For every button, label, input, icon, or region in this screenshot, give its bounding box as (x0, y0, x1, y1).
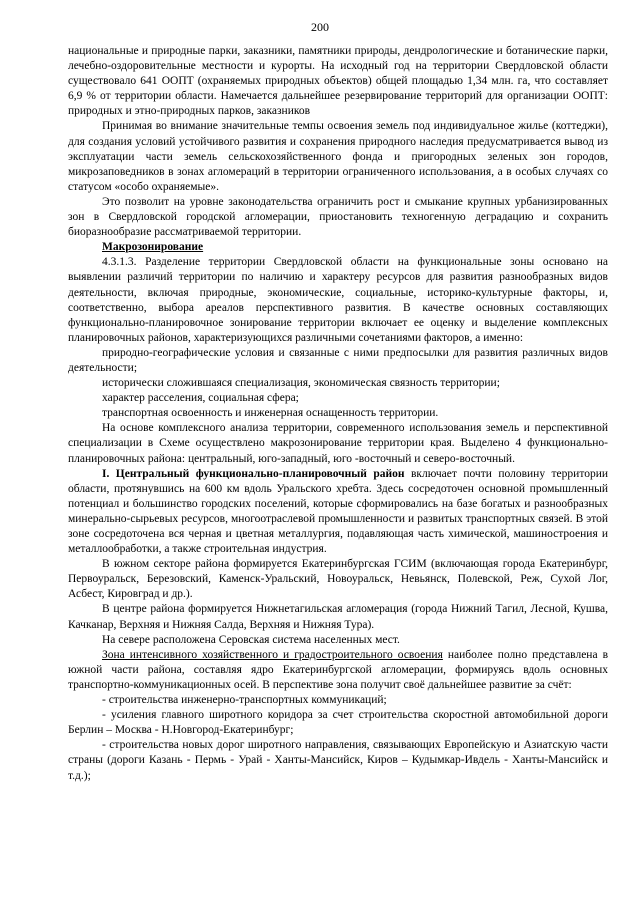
paragraph-land-development: Принимая во внимание значительные темпы освоения земель под индивидуальное жилье (коттеджи), для создания условий устойчивого развития и сохранения природного наследия предусматривается вывод из эксплуатации части земель сельскохозяйственного фонда и пригородных зеленых зон городов, микрозаповедников в зонах агломераций в территории ограниченного использования, а в особых случаях со статусом «особо охраняемые». (68, 120, 608, 193)
paragraph-north-sector: На севере расположена Серовская система населенных мест. (102, 633, 400, 646)
paragraph-zoning: 4.3.1.3. Разделение территории Свердловской области на функциональные зоны основано на выявлении различий территории по наличию и характеру ресурсов для развития разнообразных видов деятельности, включая природные, экономические, социальные, историко-культурные факторы, и, соответственно, выбора ареалов перспективного развития. В качестве основных составляющих функционально-планировочное зонирование территории включает ее оценку и выделение комплексных планировочных районов, характеризующихся различными сочетаниями факторов, а именно: (68, 256, 608, 344)
central-district-title: I. Центральный функционально-планировочный район (102, 467, 405, 480)
page-body (68, 44, 608, 784)
paragraph-protected-areas: национальные и природные парки, заказники, памятники природы, дендрологические и ботанические парки, лечебно-оздоровительные местности и курорты. На исходный год на территории Свердловской области существовало 641 ООПТ (охраняемых природных объектов) общей площадью 1,34 млн. га, что составляет 6,9 % от территории области. Намечается дальнейшее резервирование территорий для организации ООПТ: природных и этно-природных парков, заказников (68, 45, 608, 118)
intensive-zone-term: Зона интенсивного хозяйственного и градостроительного освоения (102, 648, 443, 661)
section-heading: Макрозонирование (102, 241, 204, 254)
list-item: характер расселения, социальная сфера; (102, 392, 299, 405)
paragraph-south-sector: В южном секторе района формируется Екатеринбургская ГСИМ (включающая города Екатеринбург, Первоуральск, Березовский, Каменск-Уральский, Новоуральск, Невьянск, Полевской, Реж, Сухой Лог, Асбест, Кировград и др.). (68, 558, 608, 601)
central-district-text: включает почти половину территории области, протянувшись на 600 км вдоль Уральского хребта. Здесь сосредоточен основной промышленный потенциал и большинство городских поселений, которые сформировались на базе богатых и разнообразных минерально-сырьевых ресурсов, многоотраслевой промышленности и развитых транспортных связей. В этой зоне сосредоточена вся черная и цветная металлургия, подавляющая часть химической, машиностроения и металлообработки, а также строительная индустрия. (68, 467, 608, 556)
paragraph-legislation: Это позволит на уровне законодательства ограничить рост и смыкание крупных урбанизированных зон в Свердловской городской агломерации, приостановить техногенную деградацию и сохранить биоразнообразие рассматриваемой территории. (68, 195, 608, 239)
paragraph-central-district (68, 467, 608, 558)
paragraph-center-sector: В центре района формируется Нижнетагильская агломерация (города Нижний Тагил, Лесной, Кушва, Качканар, Верхняя и Нижняя Салда, Верхняя и Нижняя Тура). (68, 603, 608, 631)
paragraph-macrozoning: На основе комплексного анализа территории, современного использования земель и перспективной специализации в Схеме осуществлено макрозонирование территории края. Выделено 4 функционально-планировочных района: центральный, юго-западный, юго -восточный и северо-восточный. (68, 422, 608, 465)
list-item: исторически сложившаяся специализация, экономическая связность территории; (102, 377, 500, 390)
list-item: - строительства инженерно-транспортных коммуникаций; (102, 694, 387, 707)
list-item: - строительства новых дорог широтного направления, связывающих Европейскую и Азиатскую части страны (дороги Казань - Пермь - Урай - Ханты-Мансийск, Киров – Кудымкар-Ивдель - Ханты-Мансийск и т.д.); (68, 739, 608, 782)
intensive-zone-text: наиболее полно представлена в южной части района, составляя ядро Екатеринбургской агломерации, формируясь вдоль основных транспортно-коммуникационных осей. В перспективе зона получит своё дальнейшее развитие за счёт: (68, 648, 608, 691)
list-item: - усиления главного широтного коридора за счет строительства скоростной автомобильной дороги Берлин – Москва - Н.Новгород-Екатеринбург; (68, 709, 608, 737)
list-item: природно-географические условия и связанные с ними предпосылки для развития различных видов деятельности; (68, 346, 608, 374)
page-number: 200 (311, 20, 329, 34)
paragraph-intensive-zone (68, 648, 608, 693)
list-item: транспортная освоенность и инженерная оснащенность территории. (102, 407, 439, 420)
